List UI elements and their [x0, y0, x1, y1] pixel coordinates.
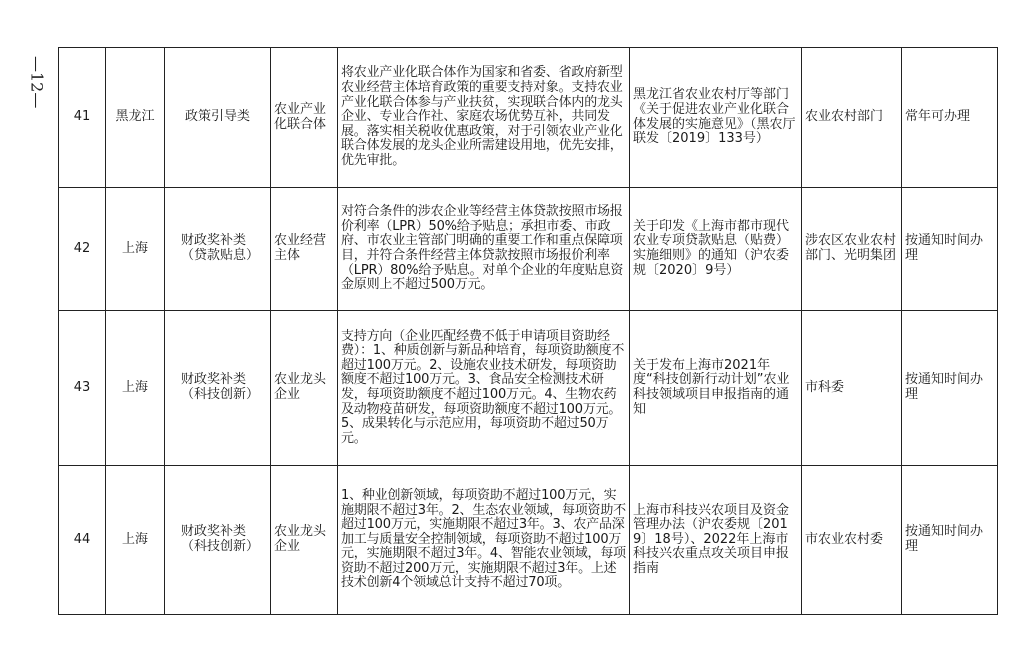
policy-content-cell: 1、种业创新领域，每项资助不超过100万元，实施期限不超过3年。2、生态农业领域，每项资助不超过100万元，实施期限不超过3年。3、农产品深加工与质量安全控制领域，每项资助不超过100万元，实施期限不超过3年。4、智能农业领域，每项资助不超过200万元，实施期限不超过3年。上述技术创新4个领域总计支持不超过70项。 [338, 466, 630, 615]
policy-content-cell: 将农业产业化联合体作为国家和省委、省政府新型农业经营主体培育政策的重要支持对象。支持农业产业化联合体参与产业扶贫，实现联合体内的龙头企业、专业合作社、家庭农场优势互补，共同发展。落实相关税收优惠政策，对于引领农业产业化联合体发展的龙头企业所需建设用地，优先安排，优先审批。 [338, 48, 630, 188]
table-row [59, 188, 998, 311]
policy-category-cell: 财政奖补类（贷款贴息） [165, 188, 271, 311]
page-number: —12— [27, 55, 47, 109]
department-cell: 涉农区农业农村部门、光明集团 [802, 188, 902, 311]
table-body [59, 48, 998, 615]
region-cell: 上海 [106, 311, 165, 466]
policy-table [58, 47, 998, 615]
department-cell: 市农业农村委 [802, 466, 902, 615]
table-row [59, 311, 998, 466]
subject-cell: 农业龙头企业 [271, 311, 338, 466]
row-number-cell: 41 [59, 48, 106, 188]
policy-document-cell: 关于印发《上海市都市现代农业专项贷款贴息（贴费）实施细则》的通知（沪农委规〔2020〕9号） [630, 188, 802, 311]
subject-cell: 农业龙头企业 [271, 466, 338, 615]
policy-document-cell: 关于发布上海市2021年度“科技创新行动计划”农业科技领域项目申报指南的通知 [630, 311, 802, 466]
department-cell: 市科委 [802, 311, 902, 466]
row-number-cell: 42 [59, 188, 106, 311]
region-cell: 黑龙江 [106, 48, 165, 188]
subject-cell: 农业经营主体 [271, 188, 338, 311]
handling-time-cell: 按通知时间办理 [902, 466, 998, 615]
policy-category-cell: 财政奖补类（科技创新） [165, 311, 271, 466]
policy-document-cell: 黑龙江省农业农村厅等部门《关于促进农业产业化联合体发展的实施意见》（黑农厅联发〔2019〕133号） [630, 48, 802, 188]
region-cell: 上海 [106, 466, 165, 615]
region-cell: 上海 [106, 188, 165, 311]
handling-time-cell: 按通知时间办理 [902, 311, 998, 466]
subject-cell: 农业产业化联合体 [271, 48, 338, 188]
policy-content-cell: 支持方向（企业匹配经费不低于申请项目资助经费）：1、种质创新与新品种培育，每项资助额度不超过100万元。2、设施农业技术研发，每项资助额度不超过100万元。3、食品安全检测技术研发，每项资助额度不超过100万元。4、生物农药及动物疫苗研发，每项资助额度不超过100万元。5、成果转化与示范应用，每项资助不超过50万元。 [338, 311, 630, 466]
row-number-cell: 43 [59, 311, 106, 466]
policy-category-cell: 政策引导类 [165, 48, 271, 188]
table-row [59, 466, 998, 615]
policy-document-cell: 上海市科技兴农项目及资金管理办法（沪农委规〔2019〕18号）、2022年上海市科技兴农重点攻关项目申报指南 [630, 466, 802, 615]
policy-category-cell: 财政奖补类（科技创新） [165, 466, 271, 615]
handling-time-cell: 常年可办理 [902, 48, 998, 188]
handling-time-cell: 按通知时间办理 [902, 188, 998, 311]
table-row [59, 48, 998, 188]
policy-content-cell: 对符合条件的涉农企业等经营主体贷款按照市场报价利率（LPR）50%给予贴息；承担市委、市政府、市农业主管部门明确的重要工作和重点保障项目，并符合条件经营主体贷款按照市场报价利率（LPR）80%给予贴息。对单个企业的年度贴息资金原则上不超过500万元。 [338, 188, 630, 311]
department-cell: 农业农村部门 [802, 48, 902, 188]
row-number-cell: 44 [59, 466, 106, 615]
